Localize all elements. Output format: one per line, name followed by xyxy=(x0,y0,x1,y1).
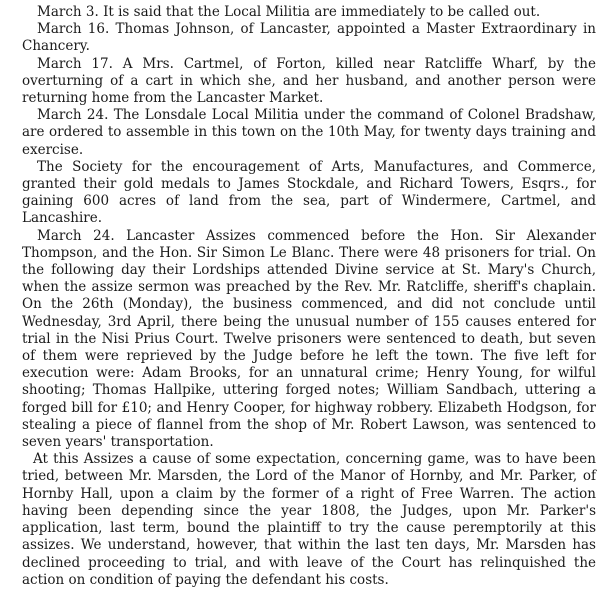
entry-date: March 24. xyxy=(37,107,109,124)
entry-date: March 24. xyxy=(37,227,115,244)
entry-text: Thomas Johnson, of Lancaster, appointed a Master Extraordinary in Chancery. xyxy=(22,21,596,55)
entry-society-medals xyxy=(22,159,596,228)
entry-game-cause xyxy=(22,451,596,589)
entry-march-16 xyxy=(22,21,596,55)
entry-march-17 xyxy=(22,56,596,108)
entry-text: Lancaster Assizes commenced before the Hon. Sir Alexander Thompson, and the Hon. Sir Simon Le Blanc. There were 48 prisoners for trial. On the following day their Lordships attended Divine service at St. Mary's Church, when the assize sermon was preached by the Rev. Mr. Ratcliffe, sheriff's chaplain. On the 26th (Monday), the business commenced, and did not conclude until Wednesday, 3rd April, there being the unusual number of 155 causes entered for trial in the Nisi Prius Court. Twelve prisoners were sentenced to death, but seven of them were reprieved by the Judge before he left the town. The five left for execution were: Adam Brooks, for an unnatural crime; Henry Young, for wilful shooting; Thomas Hallpike, uttering forged notes; William Sandbach, uttering a forged bill for £10; and Henry Cooper, for highway robbery. Elizabeth Hodgson, for stealing a piece of flannel from the shop of Mr. Robert Lawson, was sentenced to seven years' transportation. xyxy=(22,227,597,451)
entry-text: A Mrs. Cartmel, of Forton, killed near Ratcliffe Wharf, by the overturning of a cart in which she, and her husband, and another person were returning home from the Lancaster Market. xyxy=(22,55,596,107)
entry-text: The Lonsdale Local Militia under the command of Colonel Bradshaw, are ordered to assemble in this town on the 10th May, for twenty days training and exercise. xyxy=(22,107,596,158)
entry-date: March 17. xyxy=(37,55,113,72)
document-page xyxy=(22,4,596,589)
entry-text: The Society for the encouragement of Arts, Manufactures, and Commerce, granted their gold medals to James Stockdale, and Richard Towers, Esqrs., for gaining 600 acres of land from the sea, part of Windermere, Cartmel, and Lancashire. xyxy=(22,158,596,227)
entry-march-24-militia xyxy=(22,107,596,159)
entry-march-3 xyxy=(22,4,596,21)
entry-text: At this Assizes a cause of some expectation, concerning game, was to have been tried, between Mr. Marsden, the Lord of the Manor of Hornby, and Mr. Parker, of Hornby Hall, upon a claim by the former of a right of Free Warren. The action having been depending since the year 1808, the Judges, upon Mr. Parker's application, last term, bound the plaintiff to try the cause peremptorily at this assizes. We understand, however, that within the last ten days, Mr. Marsden has declined proceeding to trial, and with leave of the Court has relinquished the action on condition of paying the defendant his costs. xyxy=(22,451,596,588)
entry-date: March 3. xyxy=(37,4,99,20)
entry-text: It is said that the Local Militia are immediately to be called out. xyxy=(103,4,541,20)
entry-march-24-assizes xyxy=(22,228,596,452)
entry-date: March 16. xyxy=(37,21,110,38)
